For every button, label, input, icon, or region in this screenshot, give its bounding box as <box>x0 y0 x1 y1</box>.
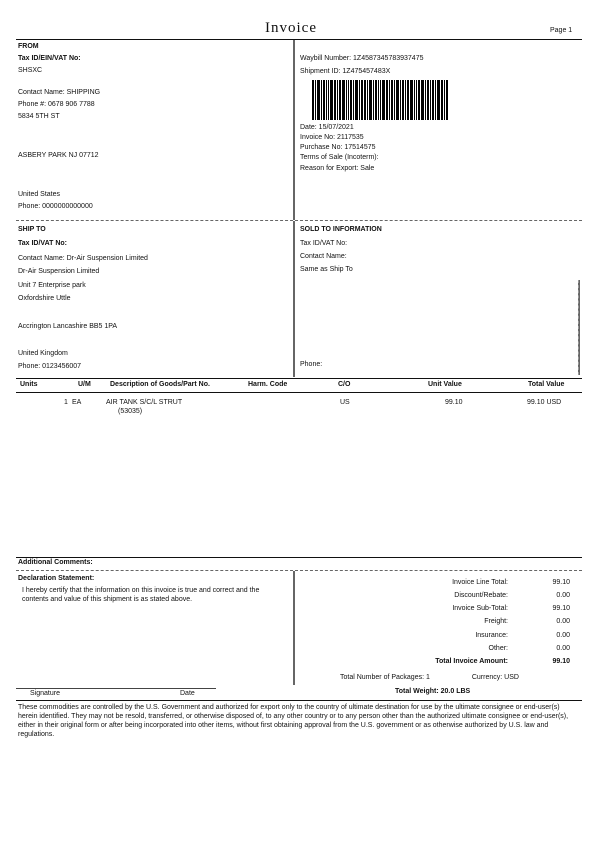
declaration-text: I hereby certify that the information on this invoice is true and correct and the contents and value of this shipment is as stated above. <box>22 587 260 604</box>
total-amount-value: 99.10 <box>552 658 570 665</box>
packages-label: Total Number of Packages: <box>340 674 425 681</box>
from-phone2: Phone: 0000000000000 <box>18 203 93 210</box>
freight-label: Freight: <box>484 618 508 625</box>
sold-to-contact: Contact Name: <box>300 253 347 260</box>
ship-to-address1: Unit 7 Enterprise park <box>18 282 86 289</box>
ship-to-company: Dr-Air Suspension Limited <box>18 268 100 275</box>
ship-to-city-line: Accrington Lancashire BB5 1PA <box>18 323 118 330</box>
ship-to-address2: Oxfordshire Uttle <box>18 295 71 302</box>
sold-to-tax-id: Tax ID/VAT No: <box>300 240 348 247</box>
from-phone: Phone #: 0678 906 7788 <box>18 101 95 108</box>
declaration-heading: Declaration Statement: <box>18 575 95 582</box>
footer-note: These commodities are controlled by the U.S. Government and authorized for export only to the country of ultimate destination for use by the ultimate consignee or end-user(s) herein identified. They may not be resold, transferred, or otherwise disposed of, to any other country or to any person other than the authorized ultimate consignee or end-user(s), either in their original form or after being incorporated into other items, without first obtaining approval from the U.S. government or as otherwise authorized by U.S. law and regulations. <box>18 704 569 739</box>
weight-label: Total Weight: <box>395 688 439 695</box>
invoice-number: Invoice No: 2117535 <box>300 134 364 141</box>
col-um: U/M <box>78 381 91 388</box>
comments-rule <box>16 557 582 558</box>
right-edge-mark <box>578 280 580 375</box>
from-address: 5834 5TH ST <box>18 113 60 120</box>
ship-to-tax-id: Tax ID/VAT No: <box>18 240 67 247</box>
discount-value: 0.00 <box>556 592 570 599</box>
currency-label: Currency: <box>471 674 503 681</box>
reason-for-export: Reason for Export: Sale <box>300 165 375 172</box>
table-top-rule <box>16 378 582 379</box>
page-number: Page 1 <box>550 27 573 34</box>
declaration-divider <box>293 571 295 685</box>
ship-to-phone: Phone: 0123456007 <box>18 363 82 370</box>
signature-rule <box>16 688 216 689</box>
currency-value: USD <box>504 674 519 681</box>
from-country: United States <box>18 191 61 198</box>
total-row-insurance <box>300 632 570 644</box>
comments-bottom-rule <box>16 570 582 572</box>
ship-to-contact: Contact Name: Dr-Air Suspension Limited <box>18 255 148 262</box>
sold-to-same-as: Same as Ship To <box>300 266 353 273</box>
row-total-value: 99.10 USD <box>527 399 562 406</box>
col-description: Description of Goods/Part No. <box>110 381 210 388</box>
subtotal-label: Invoice Sub-Total: <box>452 605 508 612</box>
row-description: AIR TANK S/C/L STRUT <box>106 399 183 406</box>
packages-value: 1 <box>426 674 430 681</box>
total-row-subtotal <box>300 605 570 617</box>
packages-line <box>340 674 519 682</box>
col-unit-value: Unit Value <box>428 381 462 388</box>
discount-label: Discount/Rebate: <box>454 592 508 599</box>
freight-value: 0.00 <box>556 618 570 625</box>
col-units: Units <box>20 381 38 388</box>
ship-to-country: United Kingdom <box>18 350 68 357</box>
weight-line <box>395 688 470 696</box>
top-vertical-divider <box>293 40 295 220</box>
col-total-value: Total Value <box>528 381 565 388</box>
mid-divider <box>16 220 582 222</box>
total-row-other <box>300 645 570 657</box>
sold-to-phone: Phone: <box>300 361 323 368</box>
row-co: US <box>340 399 350 406</box>
from-company: SHSXC <box>18 67 43 74</box>
footer-rule <box>16 700 582 701</box>
purchase-number: Purchase No: 17514575 <box>300 144 376 151</box>
total-row-amount <box>300 658 570 670</box>
row-units: 1 <box>64 399 68 406</box>
other-label: Other: <box>488 645 508 652</box>
weight-value: 20.0 LBS <box>440 688 471 695</box>
subtotal-value: 99.10 <box>552 605 570 612</box>
invoice-date: Date: 15/07/2021 <box>300 124 354 131</box>
from-city-line: ASBERY PARK NJ 07712 <box>18 152 99 159</box>
comments-label: Additional Comments: <box>18 559 93 566</box>
from-tax-id: Tax ID/EIN/VAT No: <box>18 55 81 62</box>
from-heading: FROM <box>18 43 39 50</box>
other-value: 0.00 <box>556 645 570 652</box>
header-rule <box>16 39 582 40</box>
row-um: EA <box>72 399 82 406</box>
table-header-rule <box>16 392 582 393</box>
col-harm-code: Harm. Code <box>248 381 288 388</box>
terms-of-sale: Terms of Sale (Incoterm): <box>300 154 379 161</box>
line-total-value: 99.10 <box>552 579 570 586</box>
total-amount-label: Total Invoice Amount: <box>435 658 508 665</box>
from-contact: Contact Name: SHIPPING <box>18 89 101 96</box>
shipment-id: Shipment ID: 1Z475457483X <box>300 68 391 75</box>
total-row-line-total <box>300 579 570 591</box>
mid-vertical-divider <box>293 221 295 377</box>
signature-label: Signature <box>30 690 60 697</box>
total-row-discount <box>300 592 570 604</box>
ship-to-heading: SHIP TO <box>18 226 46 233</box>
insurance-label: Insurance: <box>475 632 508 639</box>
date-label: Date <box>180 690 195 697</box>
total-row-freight <box>300 618 570 630</box>
barcode-image <box>312 80 497 120</box>
line-total-label: Invoice Line Total: <box>452 579 508 586</box>
insurance-value: 0.00 <box>556 632 570 639</box>
col-co: C/O <box>338 381 351 388</box>
sold-to-heading: SOLD TO INFORMATION <box>300 226 382 233</box>
row-unit-value: 99.10 <box>445 399 463 406</box>
page-title: Invoice <box>265 20 317 36</box>
waybill-number: Waybill Number: 1Z4587345783937475 <box>300 55 424 62</box>
row-part-number: (53035) <box>118 408 143 415</box>
